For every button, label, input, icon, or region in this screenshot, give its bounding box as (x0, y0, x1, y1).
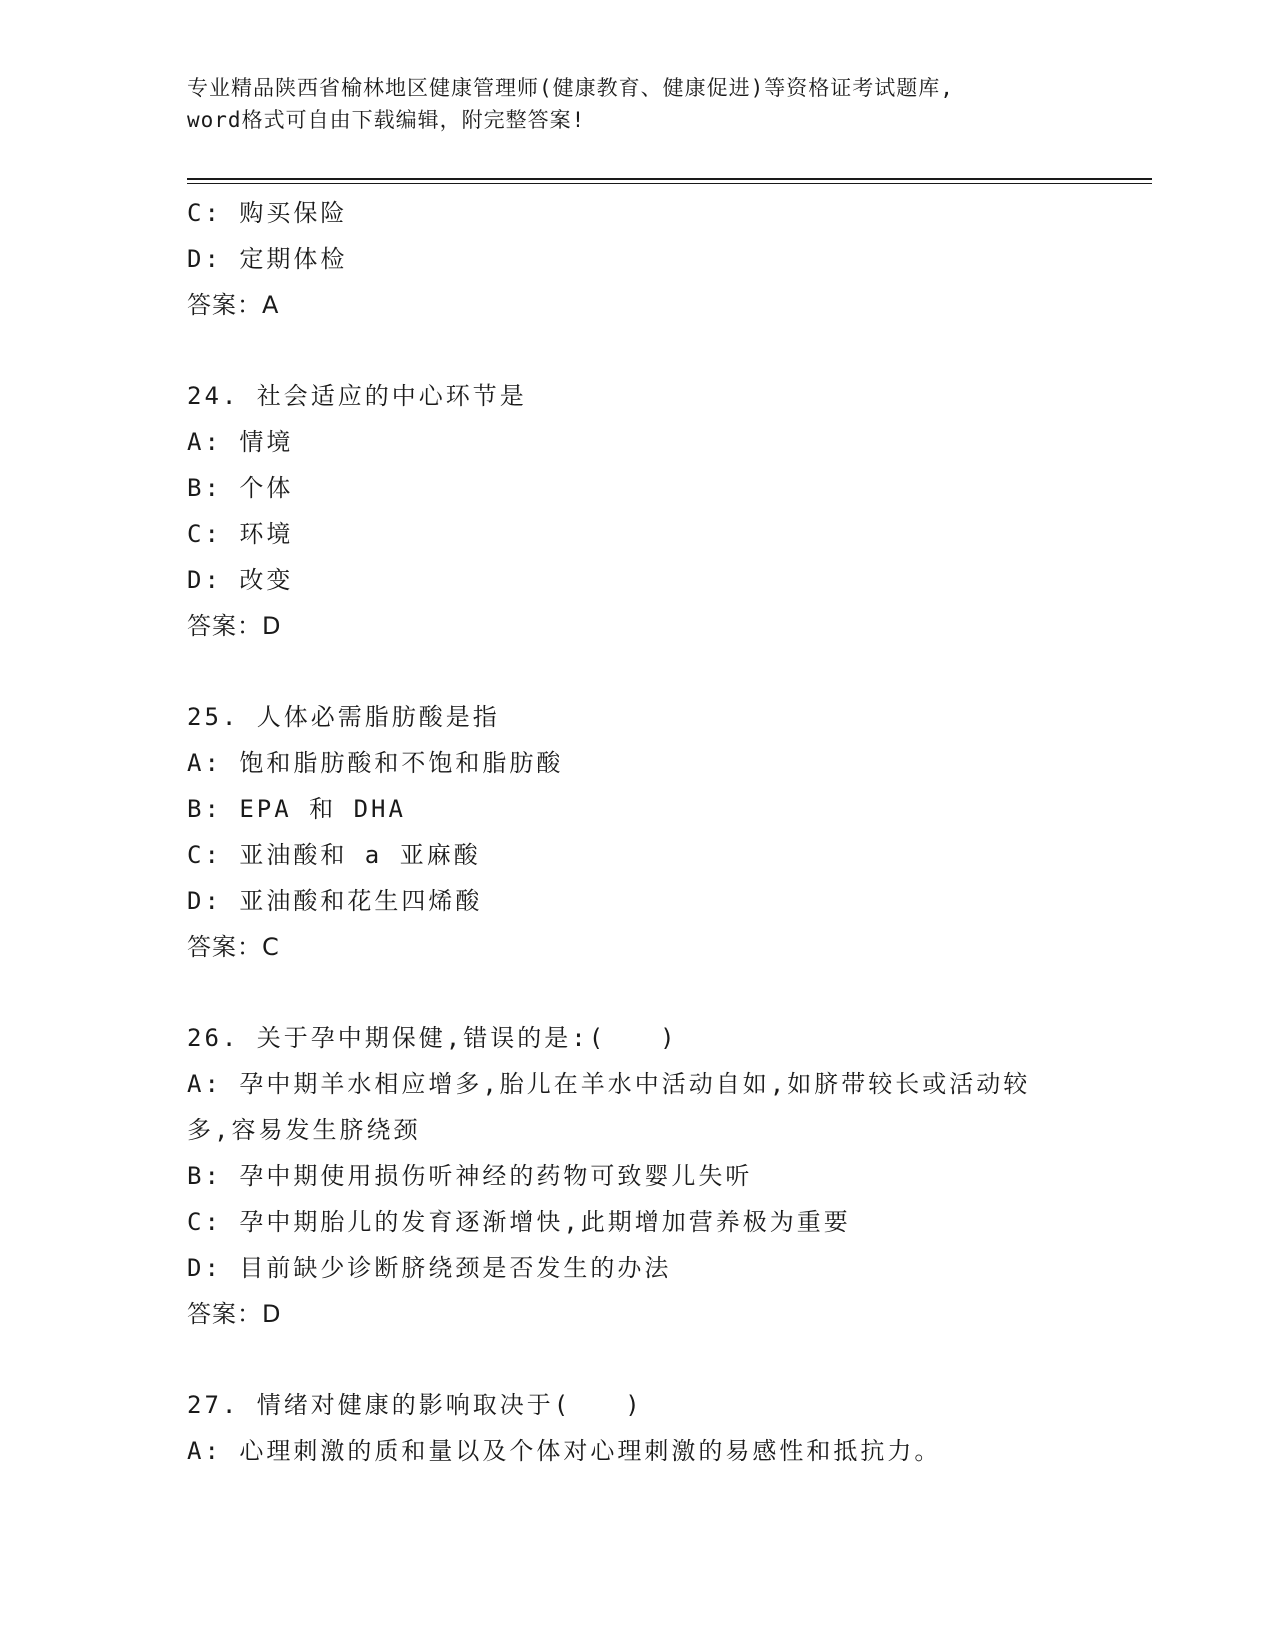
header-rule-thin (187, 183, 1152, 184)
header-line-2: word格式可自由下载编辑，附完整答案! (187, 108, 586, 132)
spacer (187, 649, 1087, 694)
question-content (187, 190, 1087, 1474)
option-d: D: 定期体检 (187, 245, 348, 273)
question-title: 26. 关于孕中期保健,错误的是:( ) (187, 1024, 678, 1052)
option-b: B: 个体 (187, 474, 294, 502)
option-d: D: 亚油酸和花生四烯酸 (187, 887, 483, 915)
question-block-23 (187, 190, 1087, 328)
question-block-24 (187, 373, 1087, 649)
option-d: D: 目前缺少诊断脐绕颈是否发生的办法 (187, 1254, 672, 1282)
option-c: C: 购买保险 (187, 199, 348, 227)
question-block-25 (187, 694, 1087, 970)
question-title: 27. 情绪对健康的影响取决于( ) (187, 1391, 643, 1419)
option-a-continued: 多,容易发生脐绕颈 (187, 1116, 421, 1144)
option-c: C: 亚油酸和 a 亚麻酸 (187, 841, 481, 869)
answer-line: 答案：C (187, 933, 280, 961)
question-title: 25. 人体必需脂肪酸是指 (187, 703, 500, 731)
option-a: A: 饱和脂肪酸和不饱和脂肪酸 (187, 749, 564, 777)
option-c: C: 孕中期胎儿的发育逐渐增快,此期增加营养极为重要 (187, 1208, 851, 1236)
option-c: C: 环境 (187, 520, 294, 548)
option-a: A: 情境 (187, 428, 294, 456)
option-d: D: 改变 (187, 566, 294, 594)
option-a: A: 孕中期羊水相应增多,胎儿在羊水中活动自如,如脐带较长或活动较 (187, 1070, 1031, 1098)
spacer (187, 970, 1087, 1015)
document-header (187, 72, 1087, 136)
spacer (187, 328, 1087, 373)
spacer (187, 1337, 1087, 1382)
header-rule-thick (187, 178, 1152, 180)
option-b: B: EPA 和 DHA (187, 795, 406, 823)
question-title: 24. 社会适应的中心环节是 (187, 382, 527, 410)
answer-line: 答案：D (187, 612, 282, 640)
question-block-27 (187, 1382, 1087, 1474)
option-a: A: 心理刺激的质和量以及个体对心理刺激的易感性和抵抗力。 (187, 1437, 942, 1465)
answer-line: 答案：A (187, 291, 280, 319)
answer-line: 答案：D (187, 1300, 282, 1328)
header-line-1: 专业精品陕西省榆林地区健康管理师(健康教育、健康促进)等资格证考试题库, (187, 76, 954, 100)
option-b: B: 孕中期使用损伤听神经的药物可致婴儿失听 (187, 1162, 753, 1190)
question-block-26 (187, 1015, 1087, 1337)
